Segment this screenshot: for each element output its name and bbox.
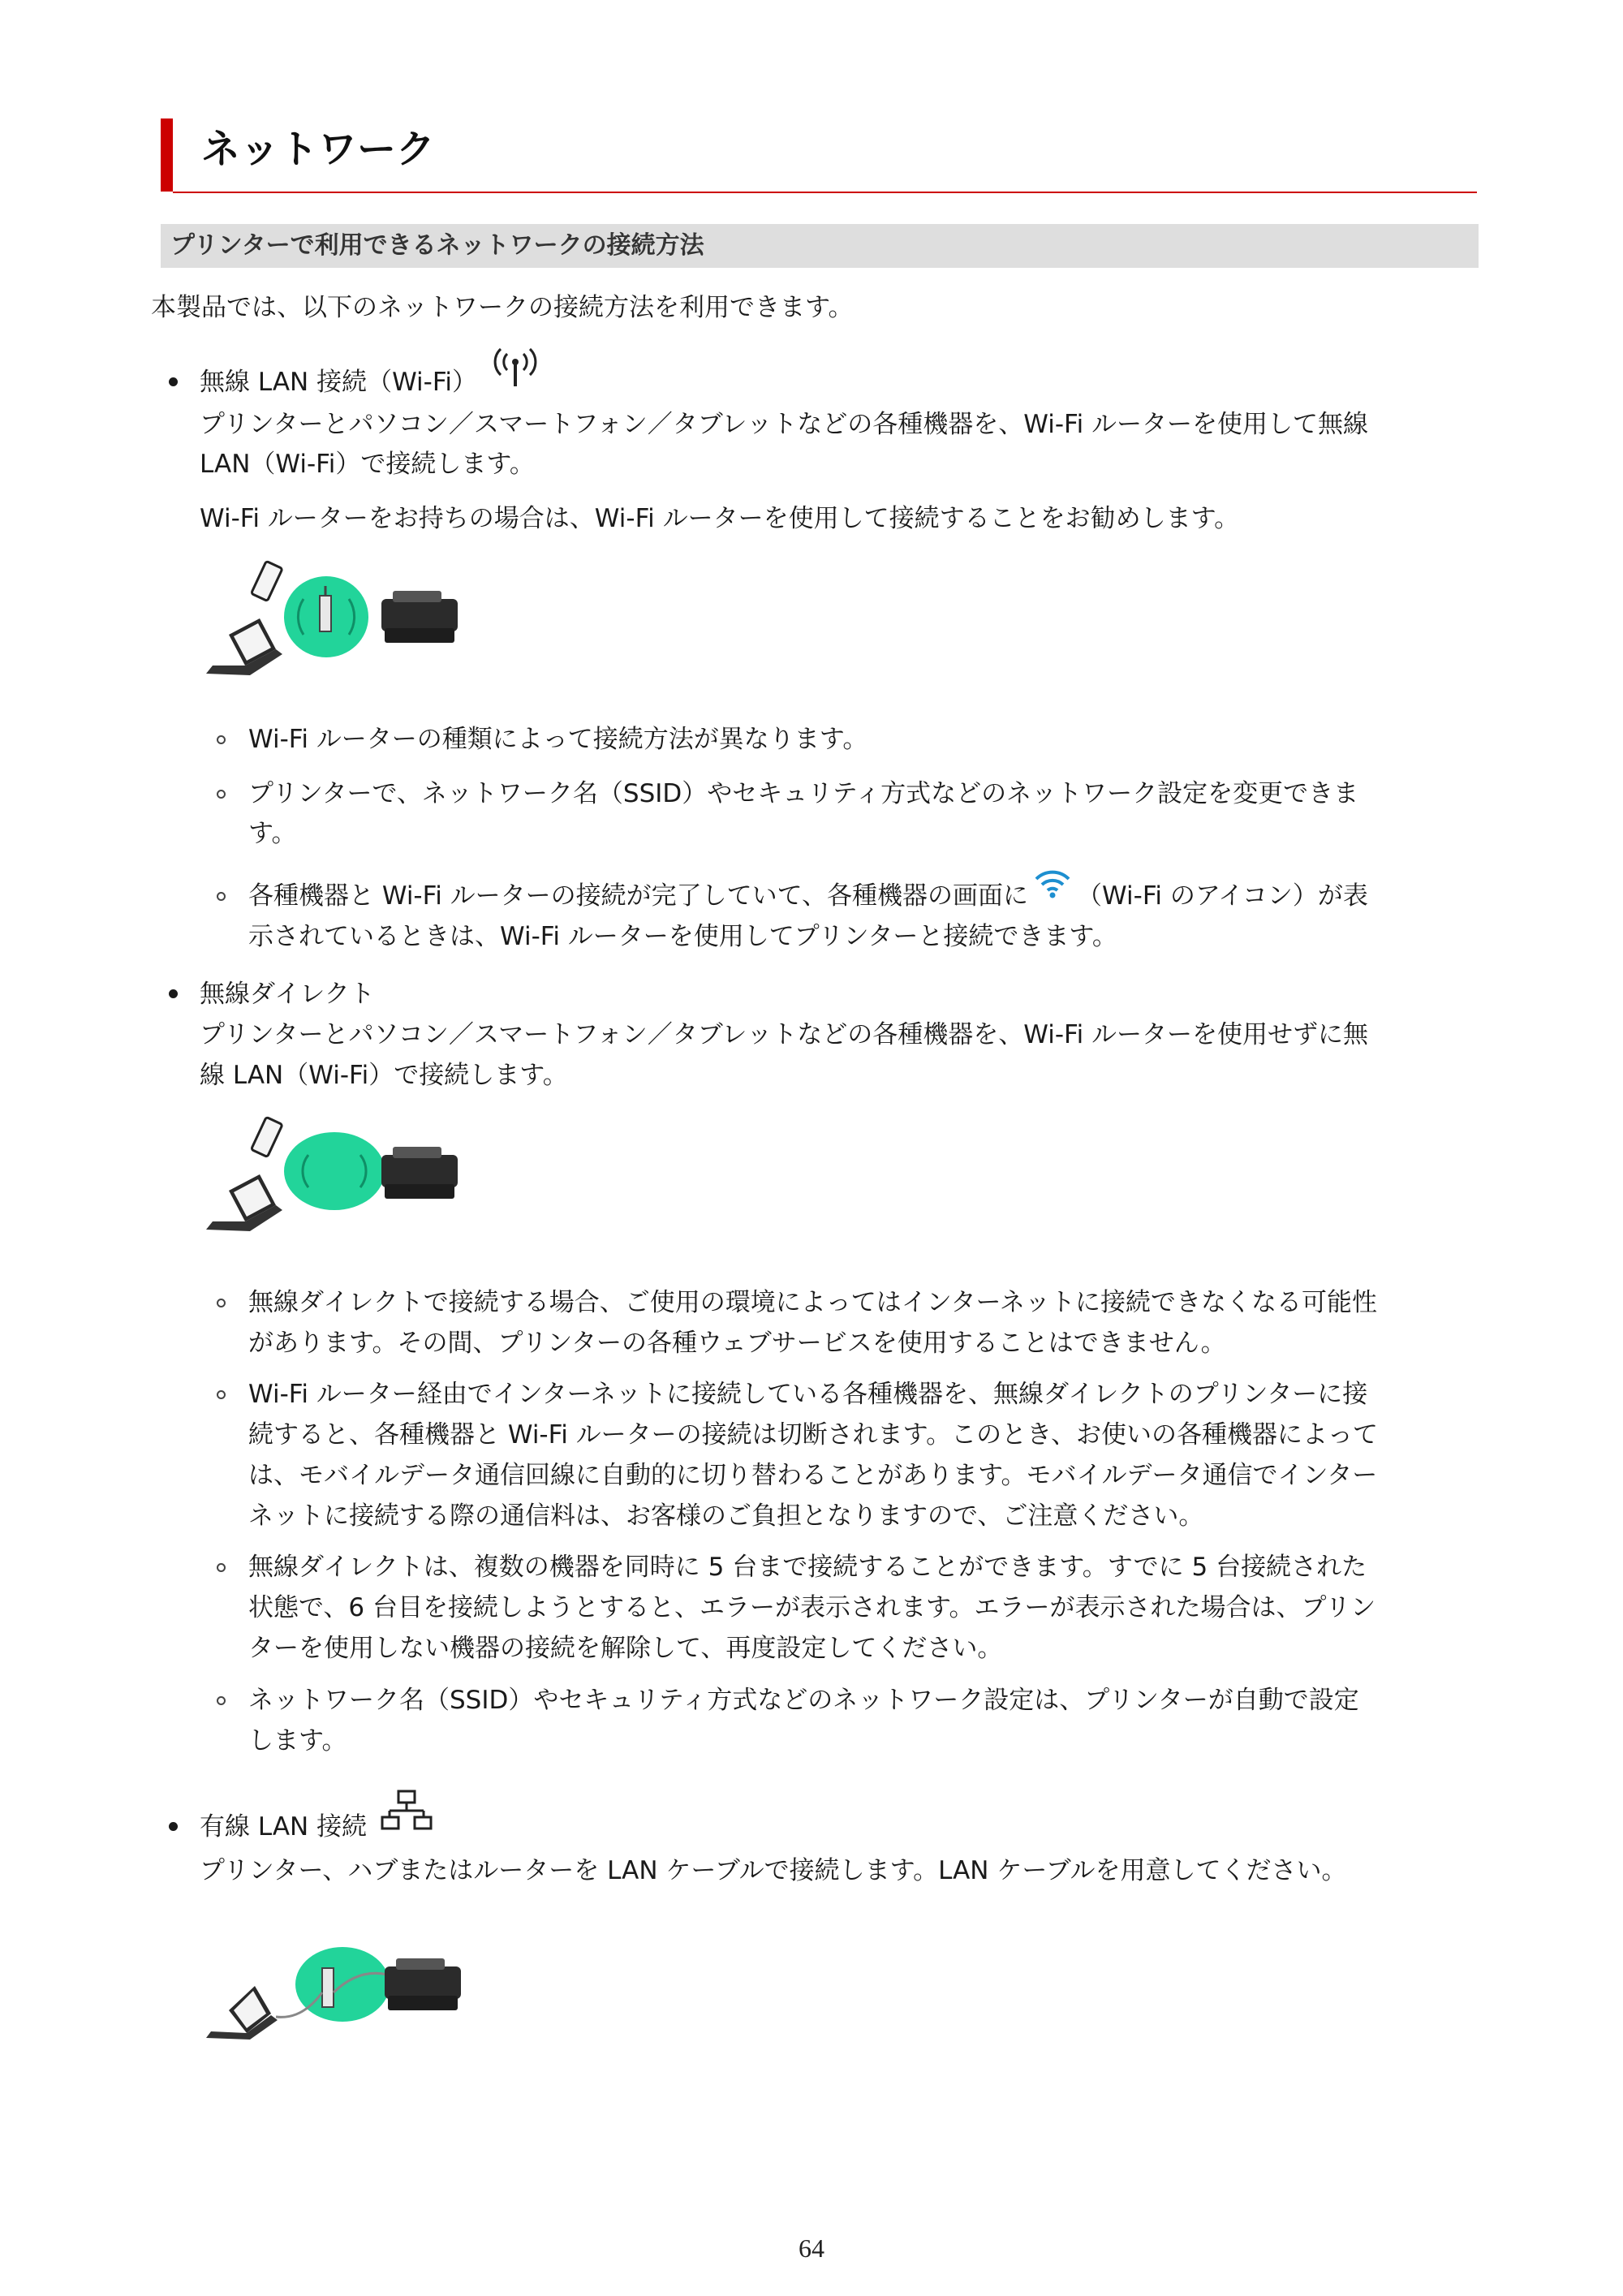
wired-heading-text: 有線 LAN 接続 [200,1812,368,1842]
wifi-note-3-line2: 示されているときは、Wi-Fi ルーターを使用してプリンターと接続できます。 [248,922,1117,951]
direct-heading: 無線ダイレクト [200,980,375,1009]
title-accent-bar [161,118,173,192]
sub-bullet-marker [217,892,226,901]
bullet-marker [169,989,178,998]
wireless-direct-figure [204,1116,472,1238]
direct-note-1-line2: があります。その間、プリンターの各種ウェブサービスを使用することはできません。 [248,1329,1226,1358]
sub-bullet-marker [217,735,226,744]
wifi-note-2-line1: プリンターで、ネットワーク名（SSID）やセキュリティ方式などのネットワーク設定を変更できま [248,779,1359,808]
wired-desc: プリンター、ハブまたはルーターを LAN ケーブルで接続します。LAN ケーブルを用意してください。 [200,1856,1347,1885]
direct-note-2-line1: Wi-Fi ルーター経由でインターネットに接続している各種機器を、無線ダイレクトのプリンターに接 [248,1380,1368,1409]
wifi-note-2-line2: す。 [248,819,297,848]
wifi-router-connection-figure [204,560,472,682]
wifi-desc-line1: プリンターとパソコン／スマートフォン／タブレットなどの各種機器を、Wi-Fi ルーターを使用して無線 [200,410,1369,439]
wifi-desc-line2: LAN（Wi-Fi）で接続します。 [200,450,535,479]
direct-note-4-line1: ネットワーク名（SSID）やセキュリティ方式などのネットワーク設定は、プリンターが自動で設定 [248,1686,1359,1715]
bullet-marker [169,377,178,386]
direct-note-4-line2: します。 [248,1726,347,1755]
wifi-recommend: Wi-Fi ルーターをお持ちの場合は、Wi-Fi ルーターを使用して接続することをお勧めします。 [200,504,1240,533]
sub-bullet-marker [217,1563,226,1572]
direct-note-2-line2: 続すると、各種機器と Wi-Fi ルーターの接続は切断されます。このとき、お使いの各種機器によって [248,1420,1378,1450]
sub-bullet-marker [217,790,226,799]
direct-desc-line1: プリンターとパソコン／スマートフォン／タブレットなどの各種機器を、Wi-Fi ルーターを使用せずに無 [200,1020,1369,1049]
section-heading: プリンターで利用できるネットワークの接続方法 [161,224,1479,268]
wired-heading [200,1807,1482,1848]
intro-text: 本製品では、以下のネットワークの接続方法を利用できます。 [151,293,854,322]
direct-note-3-line2: 状態で、6 台目を接続しようとすると、エラーが表示されます。エラーが表示された場合は、プリン [248,1593,1376,1622]
direct-note-1-line1: 無線ダイレクトで接続する場合、ご使用の環境によってはインターネットに接続できなくなる可能性 [248,1288,1377,1317]
title-underline [173,192,1477,193]
wifi-note-3-text-a: 各種機器と Wi-Fi ルーターの接続が完了していて、各種機器の画面に [248,881,1029,911]
sub-bullet-marker [217,1696,226,1705]
wifi-note-3-text-b: （Wi-Fi のアイコン）が表 [1077,881,1368,911]
direct-note-3-line3: ターを使用しない機器の接続を解除して、再度設定してください。 [248,1634,1003,1663]
direct-note-3-line1: 無線ダイレクトは、複数の機器を同時に 5 台まで接続することができます。すでに 5 台接続された [248,1553,1367,1582]
wifi-heading [200,362,1482,403]
direct-note-2-line4: ネットに接続する際の通信料は、お客様のご負担となりますので、ご注意ください。 [248,1501,1204,1531]
sub-bullet-marker [217,1299,226,1307]
wifi-note-1: Wi-Fi ルーターの種類によって接続方法が異なります。 [248,725,868,754]
sub-bullet-marker [217,1390,226,1399]
wireless-antenna-icon [490,347,540,401]
page-number: 64 [799,2234,824,2263]
direct-desc-line2: 線 LAN（Wi-Fi）で接続します。 [200,1061,568,1090]
page-title-block [161,114,1477,192]
wired-lan-icon [380,1789,433,1846]
bullet-marker [169,1822,178,1831]
wired-lan-figure [204,1936,472,2041]
page-title: ネットワーク [201,127,436,172]
direct-note-2-line3: は、モバイルデータ通信回線に自動的に切り替わることがあります。モバイルデータ通信でインター [248,1461,1378,1490]
wifi-heading-text: 無線 LAN 接続（Wi-Fi） [200,368,478,397]
wifi-signal-icon [1033,869,1072,911]
wifi-note-3-line1 [248,876,1482,917]
